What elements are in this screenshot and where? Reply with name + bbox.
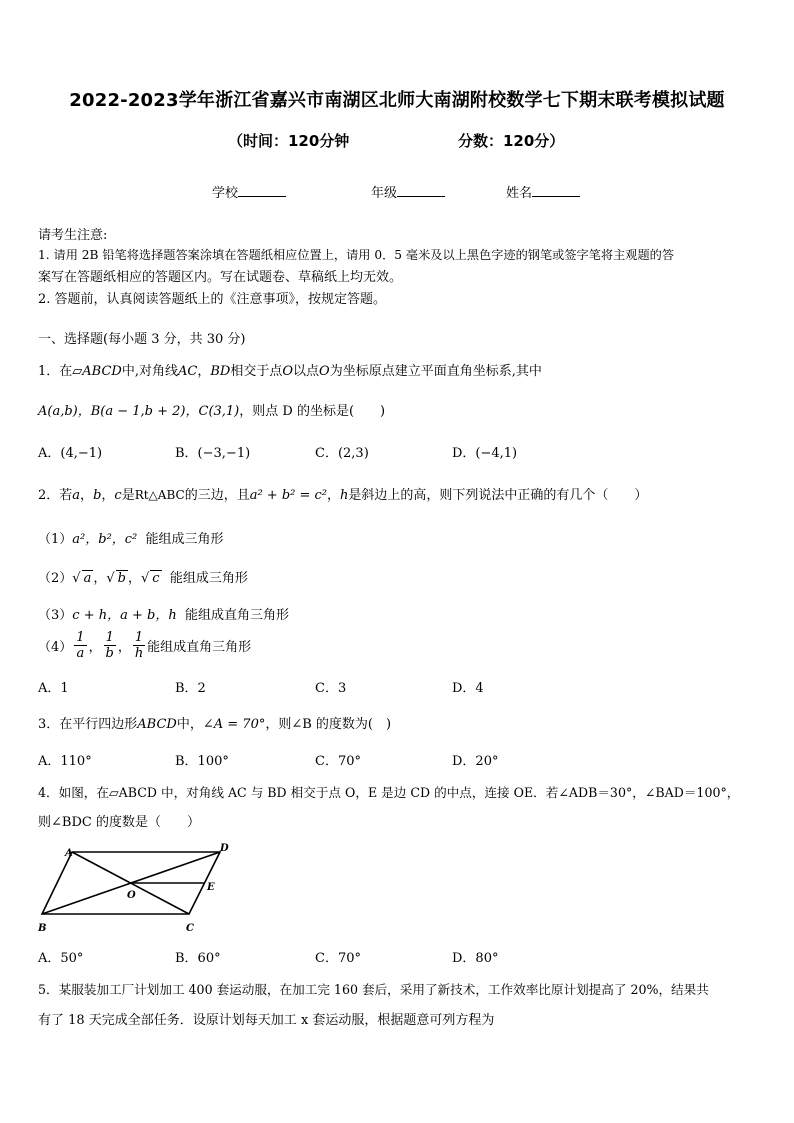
section-heading: 一、选择题(每小题 3 分，共 30 分) [38,332,246,347]
q1-line-2 [38,400,385,419]
notice-heading: 请考生注意: [38,228,108,243]
q1-o2: O [319,364,330,379]
label-d: D [220,843,229,854]
q2-s2-text: 能组成三角形 [169,571,248,586]
q3-abcd: ABCD [137,717,177,732]
q4-parallelogram-figure [32,838,232,938]
q2-option-a: A．1 [38,681,69,696]
q1-option-b: B．(−3,−1) [175,446,251,461]
exam-score: 分数：120分） [458,132,565,150]
q2-rt: Rt△ABC [134,488,185,502]
q2-option-d: D．4 [452,681,484,696]
q3-text-1: 中， [176,717,203,732]
q2-sep-2: ， [101,488,115,503]
q2-prefix: 2．若 [38,488,73,503]
frac-den: b [105,646,114,661]
page-title: 2022-2023学年浙江省嘉兴市南湖区北师大南湖附校数学七下期末联考模拟试题 [69,90,725,111]
frac-num: 1 [134,630,144,645]
grade-blank [397,184,445,197]
q4-option-d: D．80° [452,951,499,966]
q1-bd: BD [210,364,231,379]
q4-option-c: C．70° [315,951,361,966]
q1-text-1: 中,对角线 [121,364,178,379]
q2-var-h: h [340,488,349,503]
figure-lines [42,852,220,914]
q1-comma: ， [197,364,211,379]
q2-var-b: b [93,488,102,503]
q1-coords: A(a,b)，B(a − 1,b + 2)，C(3,1) [38,404,240,419]
q2-s1-no: （1） [38,532,73,547]
q2-statement-1 [38,528,224,547]
q2-s4-frac-a [74,630,86,661]
name-field [506,182,580,201]
q2-equation: a² + b² = c² [249,488,328,503]
q1-option-d: D．(−4,1) [452,446,518,461]
q2-text-2: ， [327,488,341,503]
q2-s4-frac-h [133,630,145,661]
q2-s3-no: （3） [38,608,73,623]
q2-s2-sqrt-c: c [152,571,160,586]
q1-o1: O [282,364,294,379]
label-c: C [186,923,194,934]
frac-num: 1 [76,630,85,645]
q3-stem [38,713,391,732]
school-field [212,182,286,201]
q2-s4-frac-b [104,630,116,661]
q2-option-b: B．2 [175,681,206,696]
q3-option-d: D．20° [452,754,499,769]
q3-angle: ∠A = 70° [202,717,266,732]
q3-prefix: 3．在平行四边形 [38,717,138,732]
q2-var-c: c [114,488,122,503]
frac-den: a [76,646,85,661]
label-b: B [38,923,47,934]
q3-option-a: A．110° [38,754,92,769]
q2-is: 是 [121,488,135,503]
grade-field [371,182,445,201]
q2-s2-sqrt-a: a [83,571,92,586]
label-o: O [127,890,136,901]
q1-text-2: 相交于点 [230,364,283,379]
label-a: A [65,848,73,859]
q3-question: ，则∠B 的度数为( ) [265,717,392,732]
q2-var-a: a [72,488,81,503]
q4-option-a: A．50° [38,951,84,966]
name-blank [532,184,580,197]
q2-s2-no: （2） [38,571,73,586]
q2-s1-expr: a²，b²，c² [72,532,138,547]
q1-prefix: 1．在 [38,364,73,379]
q4-stem-line-1: 4．如图，在▱ABCD 中，对角线 AC 与 BD 相交于点 O，E 是边 CD 的中点，连接 OE．若∠ADB＝30°，∠BAD＝100°， [38,785,740,800]
q1-text-3: 以点 [293,364,320,379]
q2-statement-3 [38,604,289,623]
q4-option-b: B．60° [175,951,221,966]
q1-option-c: C．(2,3) [315,446,369,461]
notice-item-2: 2. 答题前，认真阅读答题纸上的《注意事项》，按规定答题。 [38,292,387,307]
q1-option-a: A．(4,−1) [38,446,103,461]
q2-s4-no: （4） [38,640,73,655]
notice-item-1-line-2: 案写在答题纸相应的答题区内。写在试题卷、草稿纸上均无效。 [38,270,403,285]
frac-den: h [134,646,144,661]
q1-question: ，则点 D 的坐标是( ) [239,404,386,419]
q2-sep-1: ， [80,488,94,503]
q2-s1-text: 能组成三角形 [145,532,224,547]
q3-option-c: C．70° [315,754,361,769]
school-blank [238,184,286,197]
q2-text-3: 是斜边上的高，则下列说法中正确的有几个（ ） [348,488,648,503]
q2-statement-2: （2）√ a ，√ b ，√ c 能组成三角形 [38,571,248,586]
q5-stem-line-2: 有了 18 天完成全部任务．设原计划每天加工 x 套运动服，根据题意可列方程为 [38,1013,495,1028]
q2-stem [38,484,647,503]
q2-s3-expr: c + h，a + b，h [72,608,177,623]
q2-option-c: C．3 [315,681,347,696]
q5-stem-line-1: 5．某服装加工厂计划加工 400 套运动服，在加工完 160 套后，采用了新技术，工作效率比原计划提高了 20%，结果共 [38,982,709,997]
q4-stem-line-2: 则∠BDC 的度数是（ ） [38,815,200,830]
notice-item-1-line-1: 1. 请用 2B 铅笔将选择题答案涂填在答题纸相应位置上，请用 0．5 毫米及以上黑色字迹的钢笔或签字笔将主观题的答 [38,248,675,262]
q2-s2-sqrt-b: b [117,571,126,586]
q1-shape: ▱ABCD [72,364,122,379]
q1-stem [38,360,542,379]
q2-s4-text: 能组成直角三角形 [147,640,252,655]
school-label: 学校 [212,186,239,201]
q1-text-4: 为坐标原点建立平面直角坐标系,其中 [329,364,542,379]
q2-statement-4: （4） $\frac{1}{a}$ ， $\frac{1}{b}$ ， $\frac{1}{h}$ 能组成直角三角形 [38,630,252,661]
frac-num: 1 [105,630,114,645]
grade-label: 年级 [371,186,398,201]
exam-time: （时间：120分钟 [228,132,350,150]
name-label: 姓名 [506,186,533,201]
q2-text-1: 的三边，且 [184,488,250,503]
q2-s3-text: 能组成直角三角形 [184,608,289,623]
q1-ac: AC [177,364,198,379]
label-e: E [207,882,215,893]
q3-option-b: B．100° [175,754,229,769]
